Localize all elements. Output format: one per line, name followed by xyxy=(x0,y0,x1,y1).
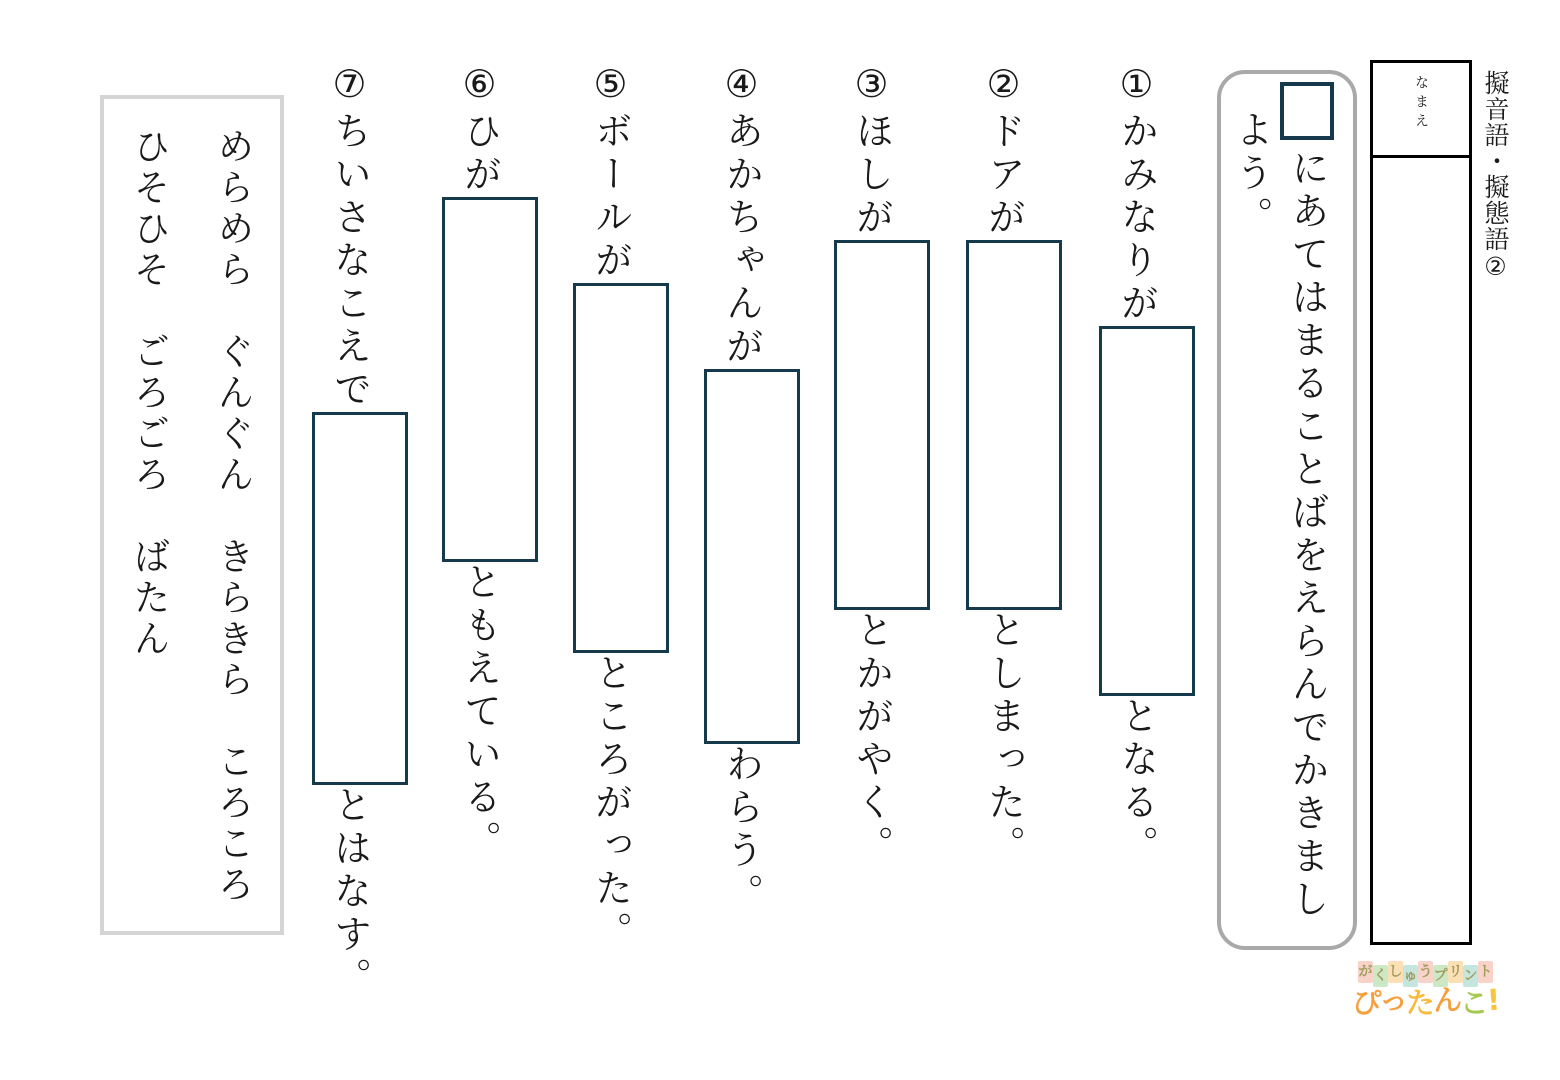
question-6 xyxy=(432,62,538,1072)
question-4-after: わらう。 xyxy=(719,744,764,916)
answer-box-1[interactable] xyxy=(1099,326,1195,696)
question-2-before: ドアが xyxy=(981,111,1026,240)
logo-brand-text: が く し ゅ う プ リ ン ト xyxy=(1350,963,1500,985)
question-7-after: とはなす。 xyxy=(327,785,372,1000)
question-2-number: ② xyxy=(981,62,1026,111)
question-3-after: とかがやく。 xyxy=(849,610,894,868)
question-5-after: ところがった。 xyxy=(588,653,633,954)
word-bank xyxy=(100,95,284,935)
answer-box-5[interactable] xyxy=(573,283,669,653)
name-label: なまえ xyxy=(1413,75,1429,132)
question-7-number: ⑦ xyxy=(327,62,372,111)
question-5-before: ボールが xyxy=(588,111,633,283)
question-1-after: となる。 xyxy=(1114,696,1159,868)
question-4 xyxy=(694,62,800,1072)
name-box xyxy=(1370,60,1472,945)
answer-placeholder-square xyxy=(1280,82,1334,140)
name-input-area[interactable] xyxy=(1373,158,1469,942)
instruction-text: にあてはまることばをえらんでかきまし xyxy=(1285,148,1329,922)
question-2-after: としまった。 xyxy=(981,610,1026,868)
question-7-before: ちいさなこえで xyxy=(327,111,372,412)
instruction-text-2: よう。 xyxy=(1229,110,1273,239)
logo-name-text: ぴったんこ! xyxy=(1350,982,1500,1021)
question-1 xyxy=(1089,62,1195,1072)
name-label-cell xyxy=(1373,63,1469,158)
answer-box-3[interactable] xyxy=(834,240,930,610)
page-title: 擬音語・擬態語② xyxy=(1481,70,1510,282)
word-bank-column-1: めらめら ぐんぐん きらきら ころころ xyxy=(211,127,254,906)
question-4-number: ④ xyxy=(719,62,764,111)
question-5 xyxy=(563,62,669,1072)
instruction-box xyxy=(1217,70,1357,950)
question-6-number: ⑥ xyxy=(457,62,502,111)
logo xyxy=(1350,963,1500,1019)
question-6-before: ひが xyxy=(457,111,502,197)
question-5-number: ⑤ xyxy=(588,62,633,111)
question-7 xyxy=(302,62,408,1072)
question-3-before: ほしが xyxy=(849,111,894,240)
answer-box-2[interactable] xyxy=(966,240,1062,610)
question-2 xyxy=(956,62,1062,1072)
question-3-number: ③ xyxy=(849,62,894,111)
answer-box-6[interactable] xyxy=(442,197,538,562)
word-bank-column-2: ひそひそ ごろごろ ばたん xyxy=(127,127,170,660)
question-6-after: ともえている。 xyxy=(457,562,502,863)
answer-box-4[interactable] xyxy=(704,369,800,744)
question-3 xyxy=(824,62,930,1072)
question-1-before: かみなりが xyxy=(1114,111,1159,326)
question-4-before: あかちゃんが xyxy=(719,111,764,369)
question-1-number: ① xyxy=(1114,62,1159,111)
answer-box-7[interactable] xyxy=(312,412,408,785)
